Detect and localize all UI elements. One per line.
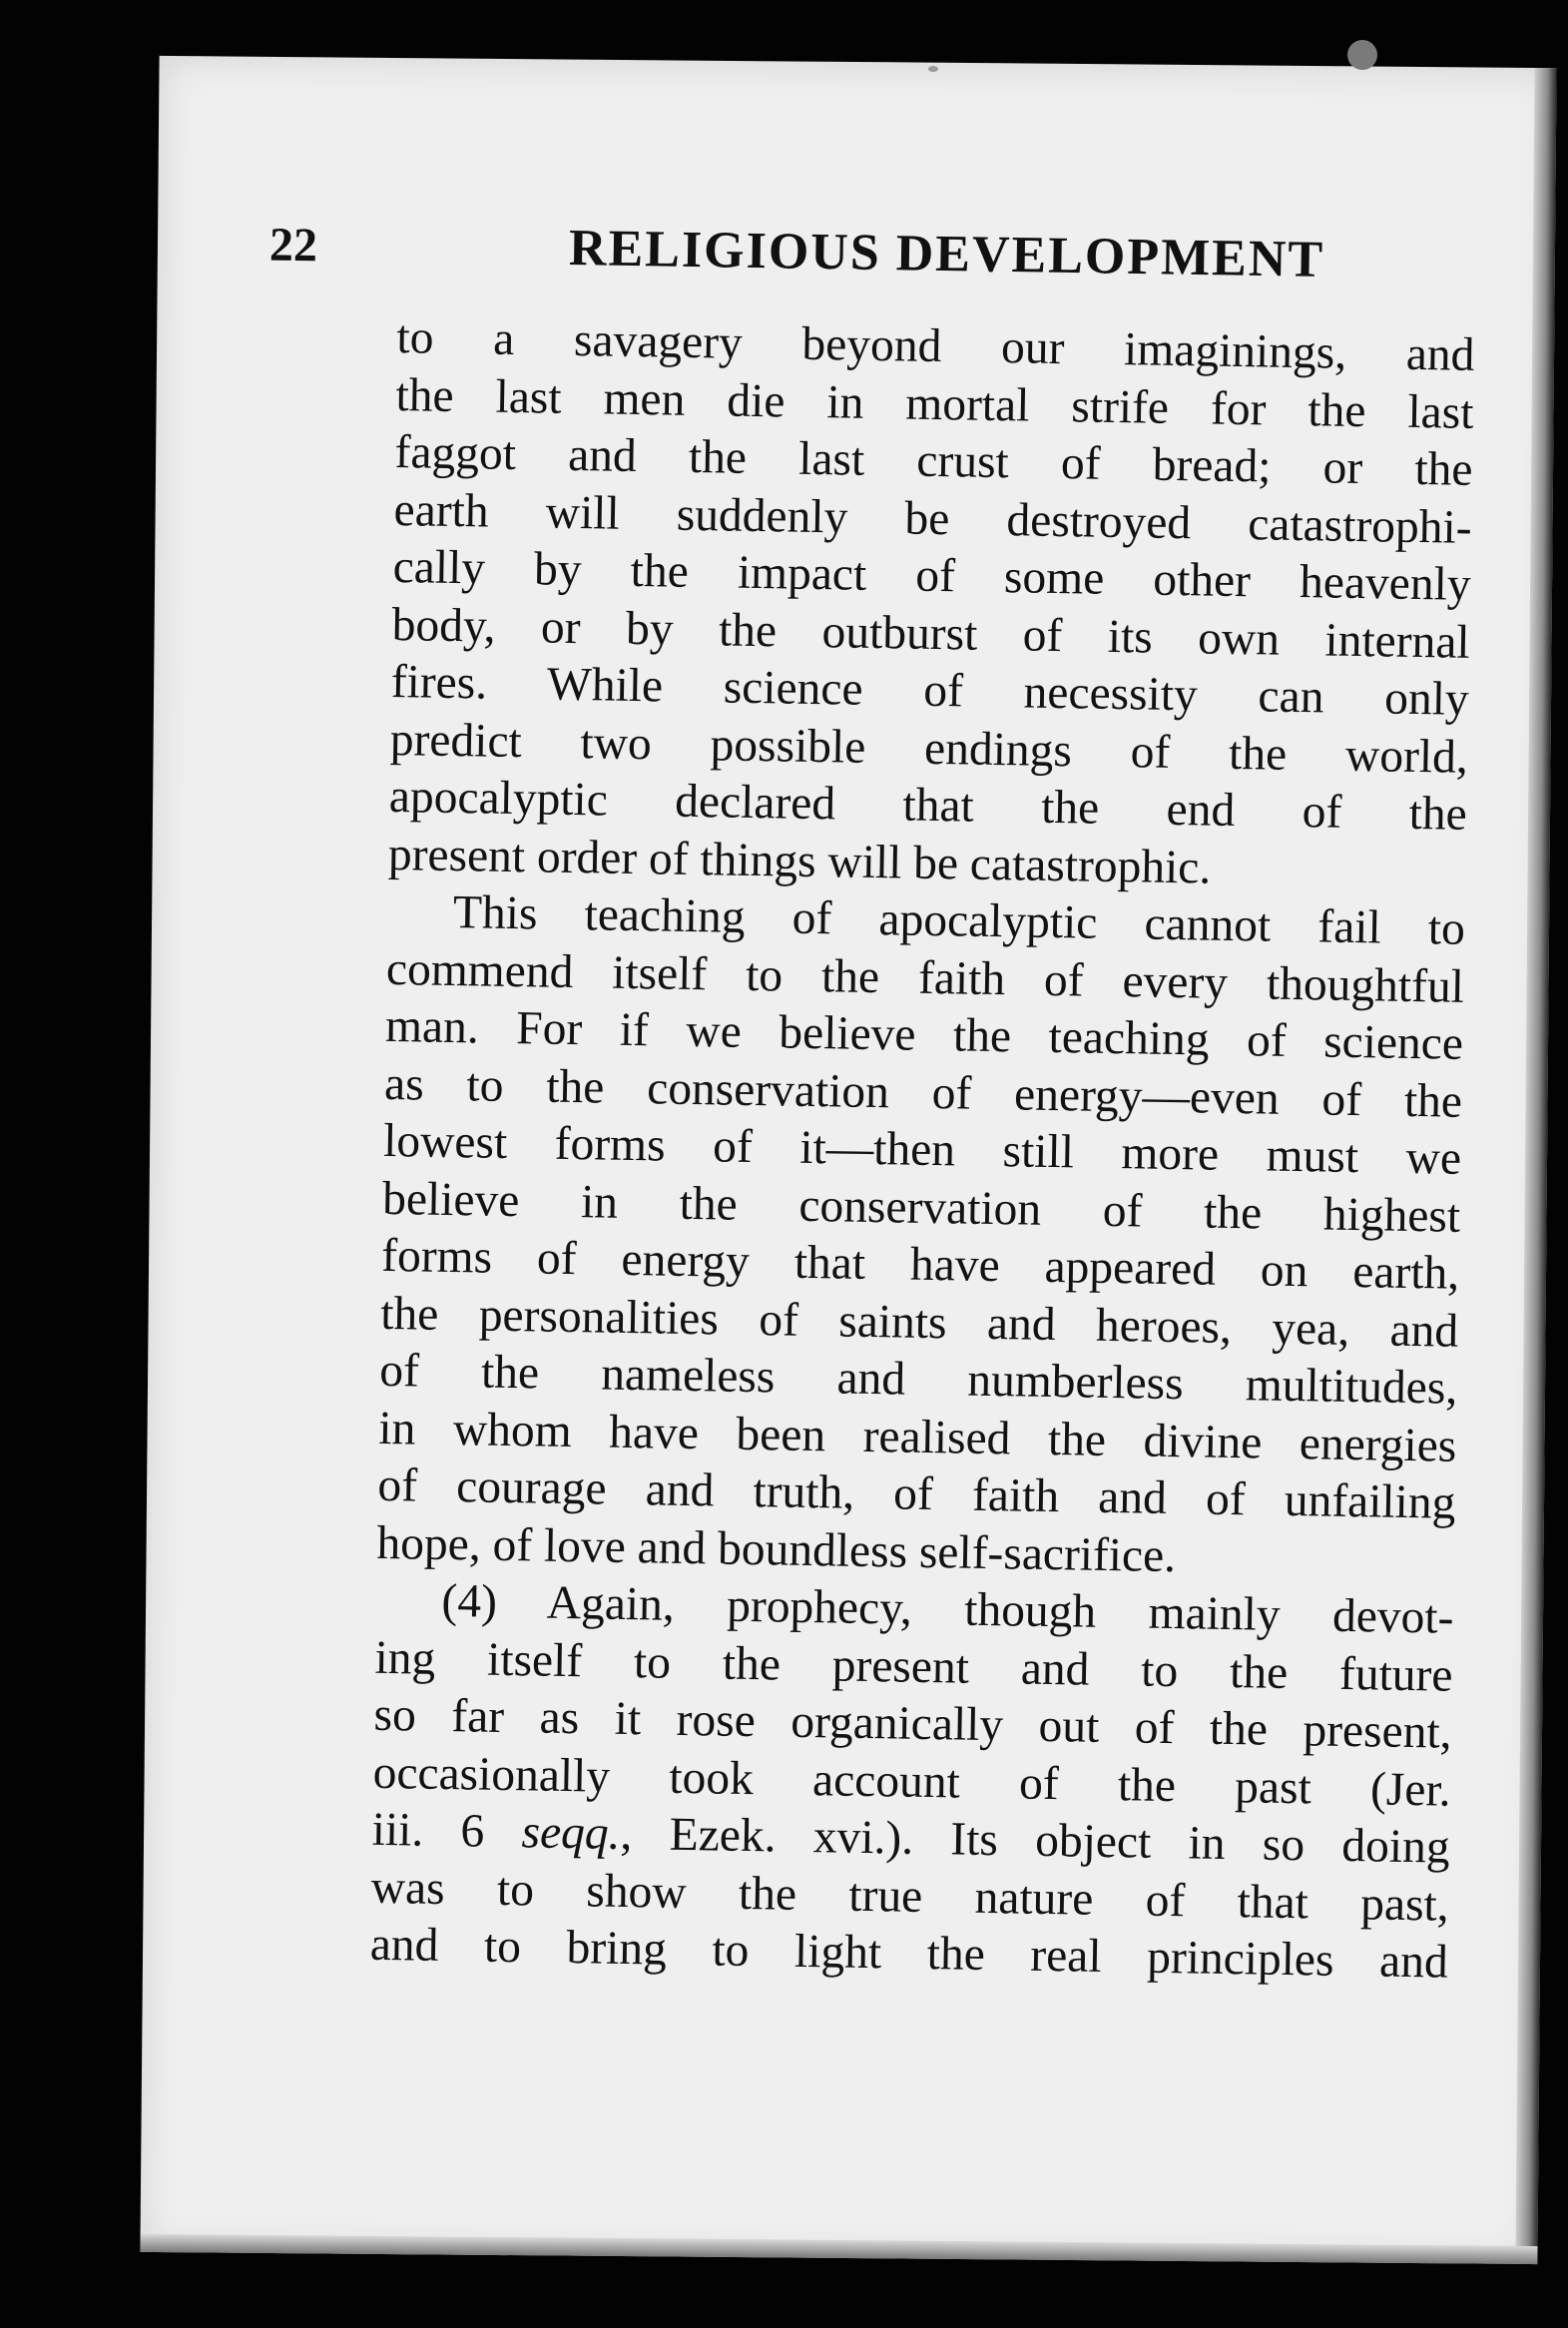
text-line: occasionally took account of the past (Jer.: [372, 1746, 1451, 1817]
scan-speck: [928, 66, 938, 72]
text-line: believe in the conservation of the highest: [381, 1172, 1461, 1243]
text-line: faggot and the last crust of bread; or the: [394, 425, 1473, 496]
scan-speck: [1347, 40, 1377, 70]
text-line: This teaching of apocalyptic cannot fail to: [452, 886, 1466, 955]
text-line: body, or by the outburst of its own internal: [391, 598, 1471, 669]
text-line: commend itself to the faith of every thoughtful: [385, 942, 1465, 1013]
page-number: 22: [268, 218, 318, 273]
text-line: man. For if we believe the teaching of science: [384, 999, 1464, 1070]
text-line: fires. While science of necessity can only: [390, 655, 1470, 726]
text-line: earth will suddenly be destroyed catastrophi-: [393, 483, 1472, 554]
text-line-with-italic: iii. 6 seqq., Ezek. xvi.). Its object in so doing: [371, 1803, 1451, 1874]
text-line: the personalities of saints and heroes, yea, and: [379, 1287, 1459, 1358]
text-line: cally by the impact of some other heavenly: [392, 540, 1472, 611]
text-line: of courage and truth, of faith and of unfailing: [377, 1458, 1456, 1529]
text-line: forms of energy that have appeared on earth,: [380, 1229, 1460, 1300]
text-line: as to the conservation of energy—even of the: [383, 1057, 1463, 1128]
text-line: hope, of love and boundless self-sacrifice.: [376, 1516, 1177, 1582]
text-line: was to show the true nature of that past,: [370, 1861, 1450, 1932]
text-line: so far as it rose organically out of the present,: [373, 1688, 1452, 1759]
text-line: (4) Again, prophecy, though mainly devot-: [441, 1574, 1454, 1644]
text-line: lowest forms of it—then still more must we: [382, 1114, 1462, 1185]
text-line: predict two possible endings of the world,: [389, 713, 1469, 784]
text-line: present order of things will be catastrophic.: [387, 828, 1212, 894]
page-body-text: [369, 309, 1474, 1992]
running-title: RELIGIOUS DEVELOPMENT: [568, 220, 1325, 289]
text-line: and to bring to light the real principles and: [369, 1918, 1449, 1989]
text-line: of the nameless and numberless multitudes,: [378, 1344, 1458, 1415]
text-line: to a savagery beyond our imaginings, and: [396, 310, 1475, 381]
text-line: ing itself to the present and to the future: [374, 1631, 1453, 1702]
text-line: in whom have been realised the divine energies: [377, 1402, 1457, 1472]
text-line: the last men die in mortal strife for the last: [395, 368, 1474, 439]
italic-reference: seqq.: [521, 1806, 621, 1860]
text-line: apocalyptic declared that the end of the: [388, 770, 1468, 841]
